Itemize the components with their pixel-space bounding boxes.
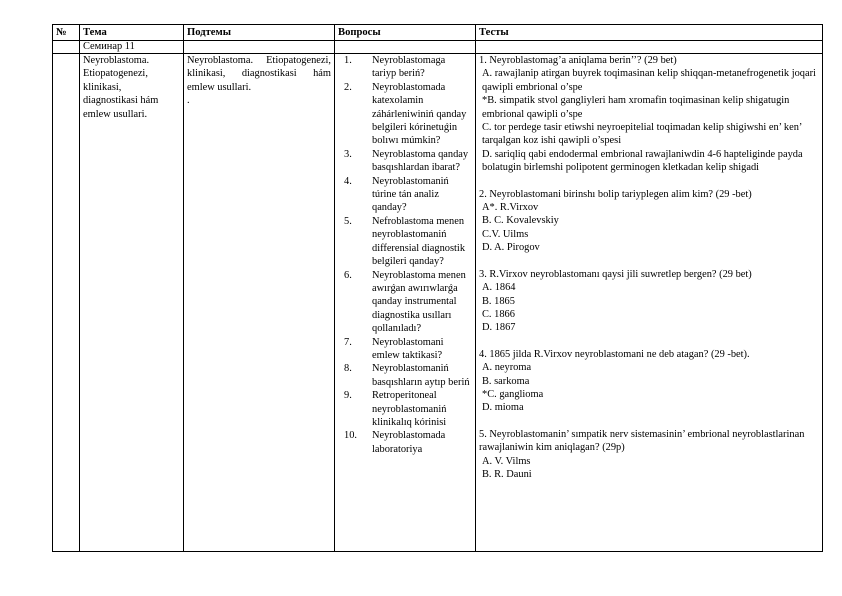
test-option: D. 1867 [482,322,516,334]
seminar-num-cell [53,41,80,54]
header-num: № [53,25,80,41]
question-number: 7. [344,336,352,348]
test-option: B. R. Dauni [482,468,532,480]
header-tema: Тема [80,25,184,41]
header-podtemy: Подтемы [184,25,335,41]
tema-line: Etiopatogenezi, [83,68,148,80]
seminar-table [52,24,823,552]
row-num-cell [53,54,80,552]
question-text: Neyroblastomani emlew taktikasi? [372,336,444,361]
question-item [338,81,472,148]
test-question: 5. Neyroblastomanin’ sımpatik nerv sistemasinin’ embrional neyroblastlarinan rawajlaniwin kim aniqlagan? (29p) [479,428,805,454]
question-item [338,54,472,81]
test-block [479,428,819,482]
question-text: Neyroblastomaniń túrine tán analiz qanday? [372,175,449,214]
test-option: D. sariqliq qabi endodermal embrional rawajlaniwdin 4-6 hapteliginde payda bolatugin birlemshi polipotent germinogen kletkadan kelip shigadi [482,148,803,174]
question-item [338,175,472,215]
seminar-empty-cell [184,41,335,54]
questions-list [338,54,472,456]
question-item [338,336,472,363]
test-option: C.V. Uilms [482,228,529,240]
podtema-dot: . [187,95,190,107]
question-number: 5. [344,215,352,227]
header-voprosy: Вопросы [335,25,476,41]
test-option: A. 1864 [482,282,516,294]
question-item [338,362,472,389]
question-item [338,148,472,175]
content-row [53,54,823,552]
question-number: 3. [344,148,352,160]
test-block [479,188,819,255]
test-option: *C. ganglioma [482,388,544,400]
seminar-empty-cell [335,41,476,54]
test-option: A. neyroma [482,362,532,374]
question-text: Neyroblastomada laboratoriya [372,430,446,455]
seminar-row [53,41,823,54]
test-option: B. 1865 [482,295,515,307]
question-text: Neyroblastoma qanday basqıshlardan ibarat? [372,148,469,174]
test-question: 4. 1865 jilda R.Virxov neyroblastomani ne deb atagan? (29 -bet). [479,348,750,360]
test-block [479,54,819,175]
question-text: Nefroblastoma menen neyroblastomaniń differensial diagnostik belgileri qanday? [372,215,466,268]
question-text: Neyroblastomaniń basqıshların aytıp beriń [372,363,470,388]
question-item [338,429,472,456]
test-question: 1. Neyroblastomag’a aniqlama berin’’? (29 bet) [479,55,677,66]
question-item [338,215,472,269]
question-number: 8. [344,363,352,375]
test-option: A. rawajlanip atirgan buyrek toqimasinan kelip shiqqan-metanefrogenetik joqari qawipli embrional o’spe [482,68,816,93]
question-number: 4. [344,175,352,187]
question-number: 9. [344,390,352,402]
test-option: A*. R.Virxov [482,202,539,214]
question-number: 1. [344,55,352,66]
test-block [479,348,819,415]
tema-line: Neyroblastoma. [83,55,150,66]
test-option: C. tor perdege tasir etiwshi neyroepitelial toqimadan kelip shigiwshi en’ ken’ tarqalgan koz ishi qawipli o’spesi [482,122,802,147]
test-option: B. C. Kovalevskiy [482,215,559,227]
question-text: Neyroblastomaga tariyp beriń? [372,55,446,80]
header-row [53,25,823,41]
question-number: 2. [344,81,352,93]
tema-line: diagnostikasi hám [83,95,159,107]
test-question: 2. Neyroblastomani birinshı bolip tariyplegen alim kim? (29 -bet) [479,188,752,200]
podtema-cell [184,54,335,552]
question-text: Neyroblastoma menen awırǵan awırıwlarǵa qanday instrumental diagnostika usılları qollanıladı? [372,269,466,335]
question-number: 6. [344,269,352,281]
test-option: C. 1866 [482,308,515,320]
tema-line: klinikasi, [83,81,122,93]
question-number: 10. [344,430,357,442]
seminar-empty-cell [476,41,823,54]
questions-cell [335,54,476,552]
header-testy: Тесты [476,25,823,41]
test-option: B. sarkoma [482,375,530,387]
test-option: A. V. Vilms [482,455,531,467]
question-text: Retroperitoneal neyroblastomaniń klinikalıq kórinisi [372,390,447,428]
tests-list [479,54,819,481]
tests-cell [476,54,823,552]
tema-line: emlew usullari. [83,108,148,120]
question-item [338,389,472,429]
test-option: D. mioma [482,402,524,414]
test-option: *B. simpatik stvol gangliyleri ham xromafin toqimasinan kelip shigatugin embrional qawipli o’spe [482,95,790,120]
test-question: 3. R.Virxov neyroblastomanı qaysi jili suwretlep bergen? (29 bet) [479,268,752,280]
podtema-text: Neyroblastoma. Etiopatogenezi, klinikasi, diagnostikasi hám emlew usullari. [187,55,331,93]
tema-cell [80,54,184,552]
question-text: Neyroblastomada katexolamin záhárleniwiniń qanday belgileri kórinetuǵin bolıwı múmkin? [372,81,467,147]
test-option: D. A. Pirogov [482,242,540,254]
test-block [479,268,819,335]
question-item [338,269,472,336]
seminar-label: Семинар 11 [80,41,184,54]
